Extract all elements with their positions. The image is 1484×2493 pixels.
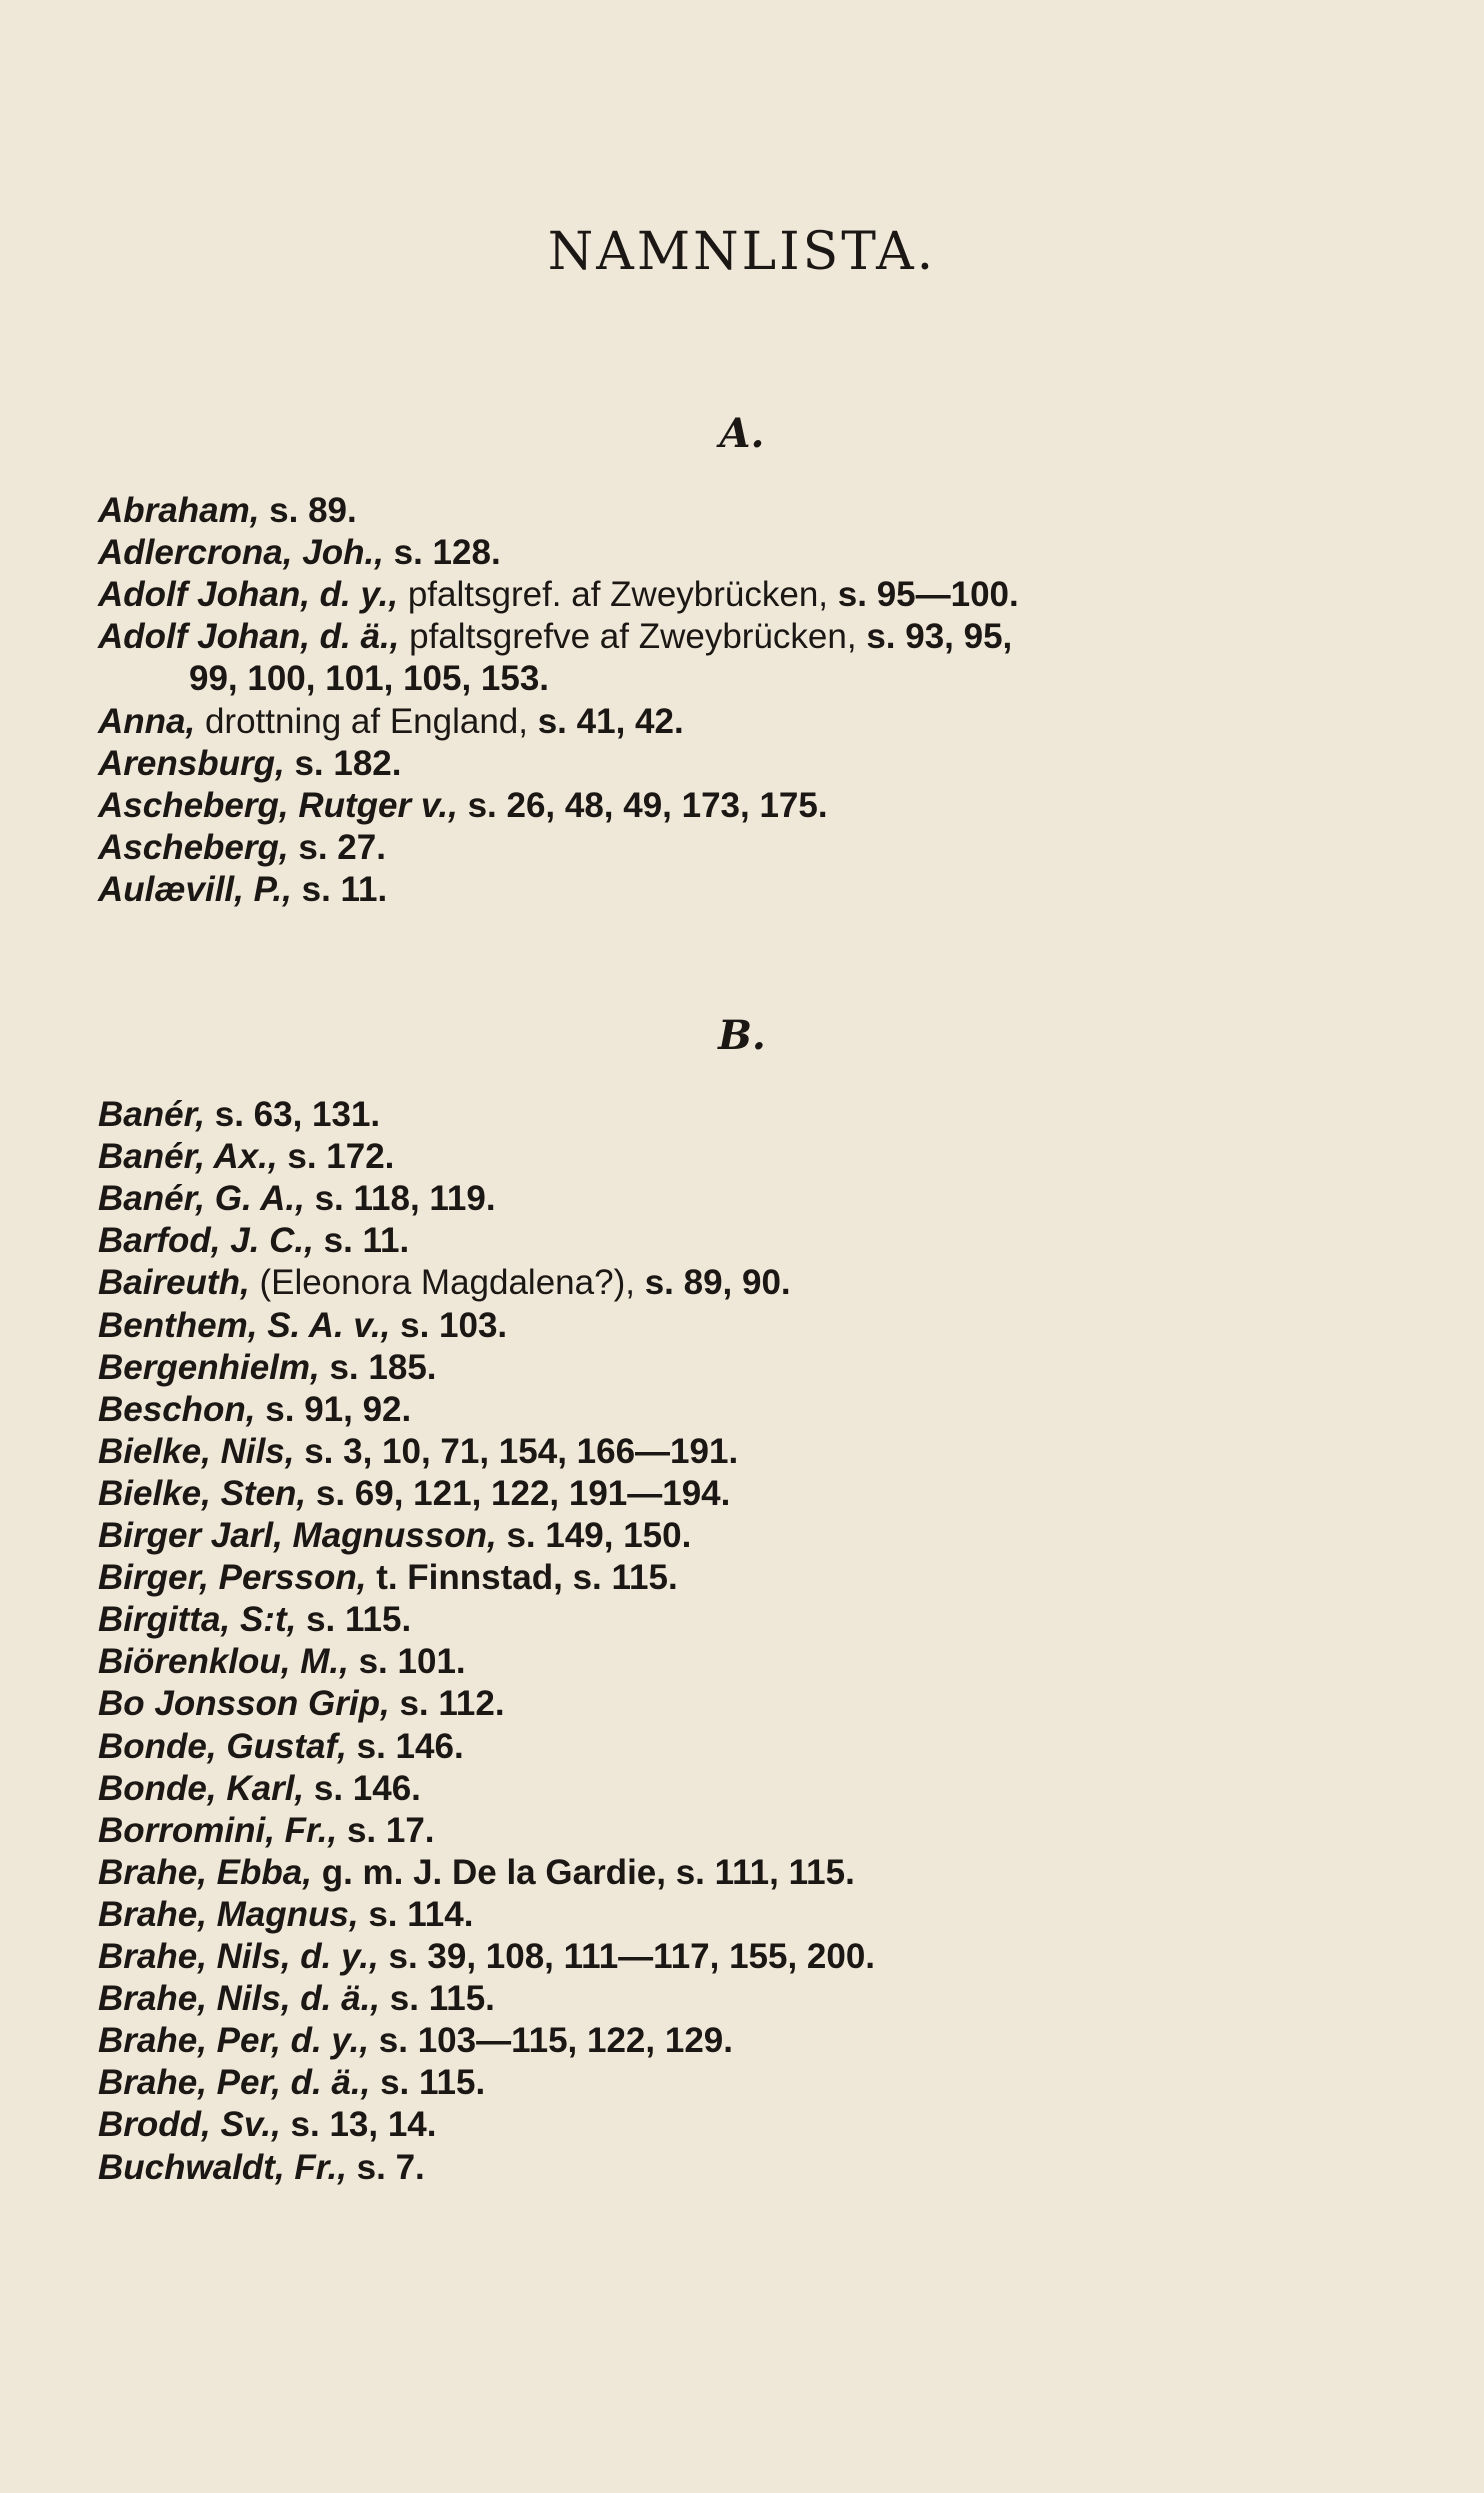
index-entry (98, 2062, 485, 2104)
entry-name: Adlercrona, Joh., (98, 533, 384, 573)
index-entry (98, 1852, 855, 1894)
entry-pages: s. 69, 121, 122, 191—194. (315, 1473, 731, 1513)
index-entry (98, 1978, 495, 2020)
entry-pages: s. 89, 90. (644, 1263, 791, 1303)
entry-description: (Eleonora Magdalena?), (259, 1263, 635, 1303)
index-entry (98, 1220, 409, 1262)
page-title: NAMNLISTA. (547, 222, 937, 282)
entry-name: Bonde, Gustaf, (98, 1726, 347, 1766)
entry-name: Birgitta, S:t, (98, 1600, 297, 1640)
index-entry (98, 1136, 394, 1178)
index-entry (98, 1094, 380, 1136)
entry-pages: s. 11. (301, 869, 388, 909)
entry-name: Brahe, Per, d. ä., (98, 2063, 371, 2103)
entry-pages: s. 89. (269, 491, 357, 530)
entry-pages: s. 103. (400, 1305, 508, 1345)
entry-pages: g. m. J. De la Gardie, s. 111, 115. (321, 1852, 855, 1892)
entry-name: Bielke, Sten, (98, 1473, 307, 1513)
entry-name: Brahe, Magnus, (98, 1894, 359, 1934)
index-entry (98, 2147, 425, 2189)
index-entry (98, 1473, 730, 1515)
entry-pages: s. 39, 108, 111—117, 155, 200. (388, 1937, 876, 1976)
entry-pages: s. 27. (298, 827, 386, 867)
entry-name: Bielke, Nils, (98, 1431, 295, 1471)
entry-pages: s. 118, 119. (314, 1179, 496, 1219)
entry-description: pfaltsgrefve af Zweybrücken, (409, 617, 857, 657)
entry-name: Adolf Johan, d. ä., (98, 617, 400, 657)
entry-name: Ascheberg, Rutger v., (98, 785, 458, 825)
entry-name: Abraham, (98, 491, 260, 530)
entry-pages-continued: 99, 100, 101, 105, 153. (189, 659, 550, 699)
entry-pages: s. 11. (323, 1221, 410, 1261)
entry-name: Brahe, Ebba, (98, 1852, 312, 1892)
index-entry (98, 1262, 791, 1304)
entry-pages: s. 128. (393, 533, 501, 573)
entry-pages: s. 93, 95, (866, 617, 1013, 657)
index-entry (98, 1768, 421, 1810)
entry-pages: s. 115. (389, 1979, 495, 2019)
index-entry (98, 1515, 691, 1557)
entry-name: Brahe, Nils, d. ä., (98, 1979, 381, 2019)
entry-pages: s. 3, 10, 71, 154, 166—191. (304, 1431, 739, 1471)
index-entry (98, 1810, 435, 1852)
entry-name: Arensburg, (98, 743, 285, 783)
entry-name: Beschon, (98, 1389, 256, 1429)
index-entry (98, 1347, 437, 1389)
entry-name: Buchwaldt, Fr., (98, 2147, 347, 2187)
section-letter: B. (718, 1012, 766, 1059)
entry-pages: s. 112. (399, 1684, 505, 1724)
index-entry (98, 532, 501, 574)
entry-name: Benthem, S. A. v., (98, 1305, 391, 1345)
entry-name: Banér, Ax., (98, 1137, 278, 1177)
entry-pages: t. Finnstad, s. 115. (376, 1558, 678, 1598)
entry-pages: s. 13, 14. (290, 2105, 437, 2145)
entry-pages: s. 149, 150. (506, 1516, 692, 1555)
entry-name: Banér, G. A., (98, 1179, 305, 1219)
index-entry (98, 1557, 678, 1599)
entry-pages: s. 103—115, 122, 129. (378, 2021, 733, 2061)
entry-name: Bergenhielm, (98, 1347, 320, 1387)
entry-name: Brodd, Sv., (98, 2105, 281, 2145)
entry-pages: s. 17. (346, 1810, 435, 1850)
entry-pages: s. 63, 131. (214, 1095, 381, 1134)
index-entry (98, 1389, 411, 1431)
entry-pages: s. 26, 48, 49, 173, 175. (467, 785, 828, 825)
section-letter: A. (719, 410, 765, 457)
index-entry (98, 616, 1012, 658)
entry-pages: s. 7. (356, 2147, 425, 2187)
index-entry (98, 1726, 464, 1768)
entry-pages: s. 115. (380, 2063, 486, 2103)
entry-name: Banér, (98, 1095, 205, 1134)
index-entry (98, 785, 828, 827)
entry-name: Brahe, Nils, d. y., (98, 1937, 379, 1976)
entry-pages: s. 41, 42. (537, 701, 684, 741)
index-entry (98, 1599, 411, 1641)
entry-pages: s. 91, 92. (265, 1389, 412, 1429)
index-entry (98, 827, 386, 869)
entry-name: Borromini, Fr., (98, 1810, 338, 1850)
entry-pages: s. 146. (356, 1726, 464, 1766)
entry-description: drottning af England, (204, 701, 528, 741)
index-entry (98, 1641, 466, 1683)
entry-name: Baireuth, (98, 1263, 250, 1303)
entry-pages: s. 101. (358, 1642, 466, 1682)
index-entry (189, 658, 549, 700)
entry-name: Adolf Johan, d. y., (98, 575, 399, 615)
index-entry (98, 1305, 507, 1347)
entry-pages: s. 146. (313, 1768, 421, 1808)
index-entry (98, 574, 1019, 616)
entry-pages: s. 185. (329, 1347, 437, 1387)
entry-name: Aulævill, P., (98, 869, 292, 909)
index-entry (98, 1178, 496, 1220)
index-entry (98, 869, 387, 911)
entry-pages: s. 172. (287, 1137, 395, 1177)
entry-pages: s. 95—100. (837, 575, 1019, 615)
index-entry (98, 701, 684, 743)
entry-name: Biörenklou, M., (98, 1642, 349, 1682)
index-entry (98, 2020, 733, 2062)
entry-name: Birger Jarl, Magnusson, (98, 1516, 497, 1555)
entry-description: pfaltsgref. af Zweybrücken, (407, 575, 829, 615)
index-entry (98, 490, 357, 532)
entry-name: Anna, (98, 701, 196, 741)
index-entry (98, 1894, 473, 1936)
entry-name: Brahe, Per, d. y., (98, 2021, 370, 2061)
entry-pages: s. 115. (306, 1600, 412, 1640)
index-entry (98, 1683, 505, 1725)
entry-pages: s. 114. (368, 1894, 474, 1934)
entry-name: Ascheberg, (98, 827, 289, 867)
index-entry (98, 2104, 437, 2146)
entry-name: Birger, Persson, (98, 1558, 367, 1598)
index-entry (98, 1431, 738, 1473)
entry-name: Bonde, Karl, (98, 1768, 305, 1808)
entry-name: Barfod, J. C., (98, 1221, 314, 1261)
index-entry (98, 1936, 875, 1978)
entry-pages: s. 182. (294, 743, 402, 783)
entry-name: Bo Jonsson Grip, (98, 1684, 390, 1724)
index-entry (98, 743, 401, 785)
